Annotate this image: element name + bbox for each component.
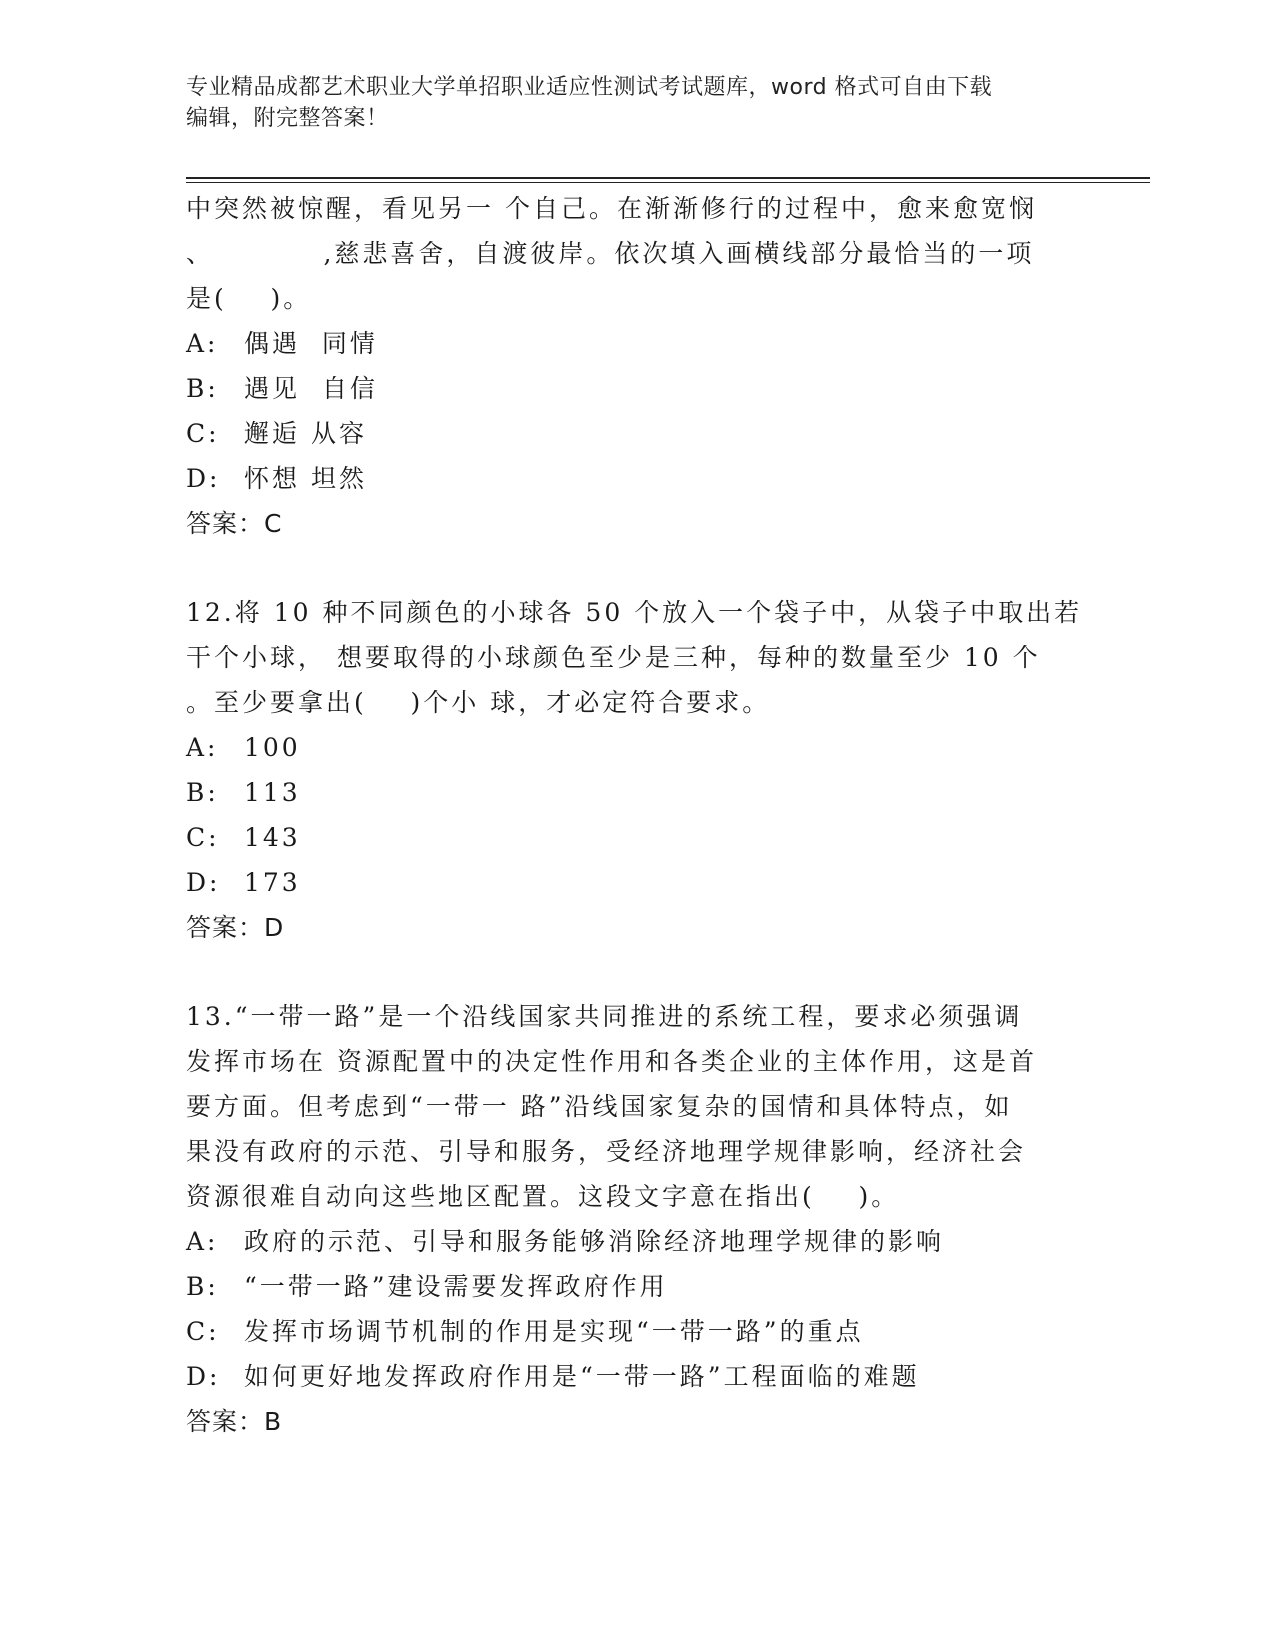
question-text-line: 、 ,慈悲喜舍，自渡彼岸。依次填入画横线部分最恰当的一项 (186, 239, 1035, 268)
option-text: “一带一路”建设需要发挥政府作用 (244, 1272, 668, 1301)
option-b (186, 1264, 1086, 1309)
option-d (186, 860, 1086, 905)
option-label: B: (186, 374, 219, 403)
option-text: 143 (244, 823, 301, 852)
option-label: D: (186, 1362, 221, 1391)
option-text: 偶遇 同情 (244, 329, 378, 358)
header-rule-thick (186, 177, 1150, 179)
option-label: A: (186, 733, 219, 762)
question-12 (186, 590, 1086, 950)
option-c (186, 815, 1086, 860)
option-text: 发挥市场调节机制的作用是实现“一带一路”的重点 (244, 1317, 864, 1346)
option-c (186, 411, 1086, 456)
option-text: 如何更好地发挥政府作用是“一带一路”工程面临的难题 (244, 1362, 920, 1391)
question-11 (186, 186, 1086, 546)
option-a (186, 725, 1086, 770)
question-text-line: 发挥市场在 资源配置中的决定性作用和各类企业的主体作用，这是首 (186, 1047, 1037, 1076)
option-text: 怀想 坦然 (244, 464, 367, 493)
header-rule-thin (186, 182, 1150, 183)
question-text-line: 要方面。但考虑到“一带一 路”沿线国家复杂的国情和具体特点，如 (186, 1092, 1013, 1121)
option-label: A: (186, 1227, 219, 1256)
header-line-1: 专业精品成都艺术职业大学单招职业适应性测试考试题库，word 格式可自由下载 (186, 75, 993, 100)
question-text-line: 12.将 10 种不同颜色的小球各 50 个放入一个袋子中，从袋子中取出若 (186, 598, 1083, 627)
question-text-line: 是( )。 (186, 284, 312, 313)
option-label: B: (186, 778, 219, 807)
option-label: D: (186, 868, 221, 897)
option-b (186, 366, 1086, 411)
option-text: 100 (244, 733, 301, 762)
option-d (186, 1354, 1086, 1399)
question-text-line: 干个小球， 想要取得的小球颜色至少是三种，每种的数量至少 10 个 (186, 643, 1041, 672)
option-label: B: (186, 1272, 219, 1301)
answer-line: 答案：C (186, 509, 283, 538)
option-c (186, 1309, 1086, 1354)
option-text: 173 (244, 868, 301, 897)
question-text-line: 果没有政府的示范、引导和服务，受经济地理学规律影响，经济社会 (186, 1137, 1027, 1166)
option-label: D: (186, 464, 221, 493)
option-label: C: (186, 419, 220, 448)
option-a (186, 321, 1086, 366)
option-text: 政府的示范、引导和服务能够消除经济地理学规律的影响 (244, 1227, 945, 1256)
document-header (186, 72, 1066, 134)
option-d (186, 456, 1086, 501)
option-label: C: (186, 1317, 220, 1346)
answer-line: 答案：B (186, 1407, 283, 1436)
question-text-line: 。至少要拿出( )个小 球，才必定符合要求。 (186, 688, 771, 717)
header-line-2: 编辑，附完整答案！ (186, 106, 389, 131)
question-text-line: 资源很难自动向这些地区配置。这段文字意在指出( )。 (186, 1182, 900, 1211)
document-body (186, 186, 1086, 1444)
question-text-line: 13.“一带一路”是一个沿线国家共同推进的系统工程，要求必须强调 (186, 1002, 1023, 1031)
option-a (186, 1219, 1086, 1264)
option-label: A: (186, 329, 219, 358)
question-text-line: 中突然被惊醒，看见另一 个自己。在渐渐修行的过程中，愈来愈宽悯 (186, 194, 1037, 223)
option-text: 113 (244, 778, 301, 807)
answer-line: 答案：D (186, 913, 285, 942)
option-text: 邂逅 从容 (244, 419, 367, 448)
option-text: 遇见 自信 (244, 374, 378, 403)
option-label: C: (186, 823, 220, 852)
option-b (186, 770, 1086, 815)
question-13 (186, 994, 1086, 1444)
